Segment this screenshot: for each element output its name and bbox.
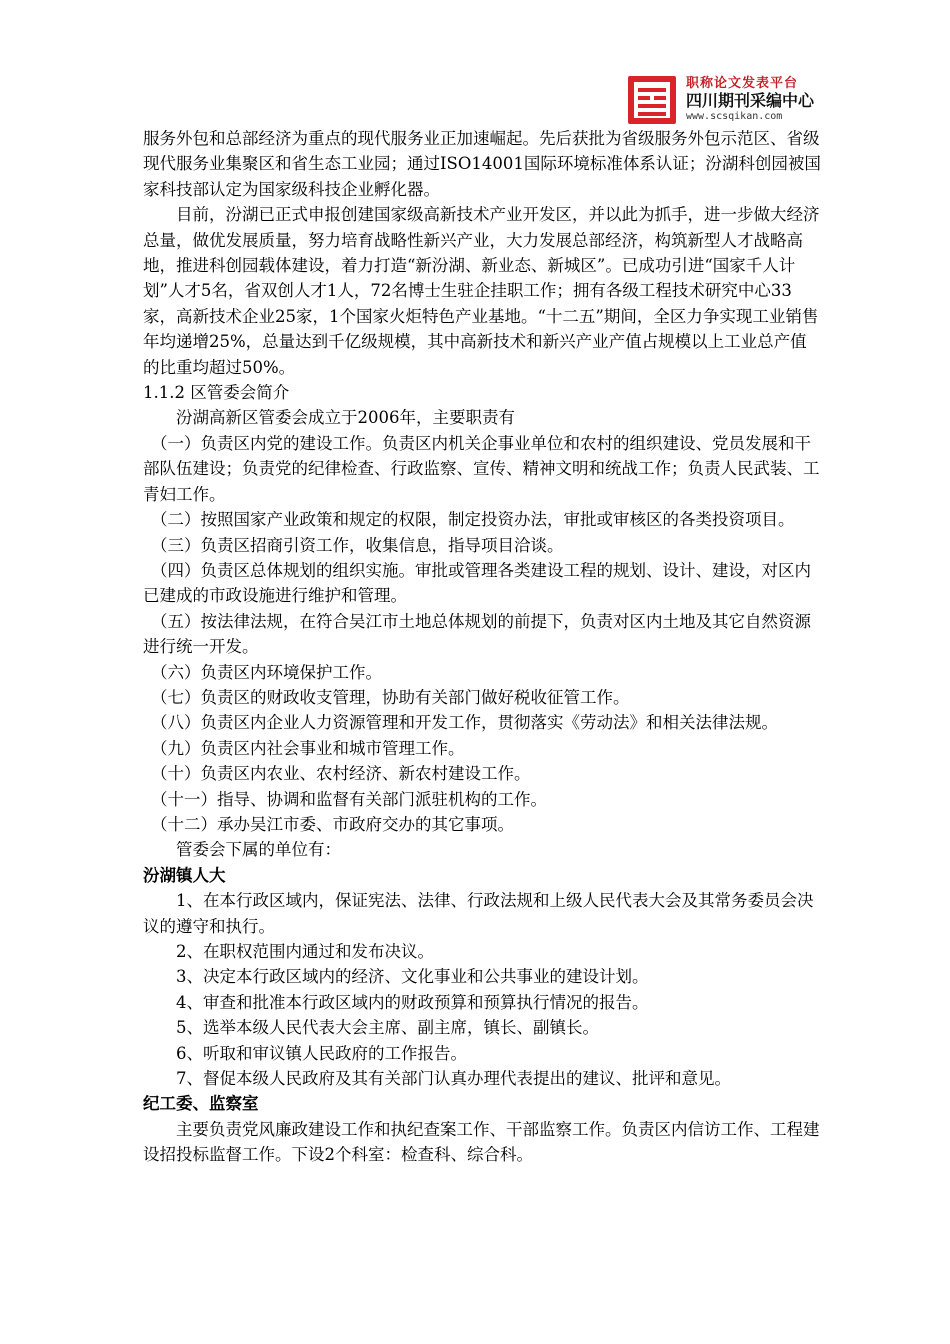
subheading-discipline-committee: 纪工委、监察室: [143, 1094, 259, 1114]
duty-item-2: （二）按照国家产业政策和规定的权限，制定投资办法，审批或审核区的各类投资项目。: [151, 510, 795, 530]
congress-item-5: 5、选举本级人民代表大会主席、副主席，镇长、副镇长。: [176, 1018, 599, 1038]
duty-item-8: （八）负责区内企业人力资源管理和开发工作，贯彻落实《劳动法》和相关法律法规。: [151, 713, 778, 733]
duty-item-12: （十二）承办吴江市委、市政府交办的其它事项。: [151, 814, 514, 834]
logo-url: www.scsqikan.com: [686, 111, 783, 122]
duty-item-5: （五）按法律法规，在符合吴江市土地总体规划的前提下，负责对区内土地及其它自然资源进行统一开发。: [143, 611, 811, 657]
duty-item-11: （十一）指导、协调和监督有关部门派驻机构的工作。: [151, 789, 547, 809]
paragraph-subunits-intro: 管委会下属的单位有：: [176, 840, 341, 860]
duty-item-3: （三）负责区招商引资工作，收集信息，指导项目洽谈。: [151, 535, 564, 555]
congress-item-3: 3、决定本行政区域内的经济、文化事业和公共事业的建设计划。: [176, 967, 649, 987]
paragraph-duties-intro: 汾湖高新区管委会成立于2006年，主要职责有: [176, 408, 515, 428]
congress-item-2: 2、在职权范围内通过和发布决议。: [176, 942, 434, 961]
duty-item-9: （九）负责区内社会事业和城市管理工作。: [151, 738, 465, 758]
congress-item-1: 1、在本行政区域内，保证宪法、法律、行政法规和上级人民代表大会及其常务委员会决议的遵守和执行。: [143, 891, 814, 936]
congress-item-4: 4、审查和批准本行政区域内的财政预算和预算执行情况的报告。: [176, 992, 649, 1012]
duty-item-1: （一）负责区内党的建设工作。负责区内机关企事业单位和农村的组织建设、党员发展和干部队伍建设；负责党的纪律检查、行政监察、宣传、精神文明和统战工作；负责人民武装、工青妇工作。: [143, 433, 820, 504]
logo-tagline: 职称论文发表平台: [686, 76, 799, 91]
paragraph-intro-continued: 服务外包和总部经济为重点的现代服务业正加速崛起。先后获批为省级服务外包示范区、省级现代服务业集聚区和省生态工业园；通过ISO14001国际环境标准体系认证；汾湖科创园被国家科技部认定为国家级科技企业孵化器。: [143, 129, 821, 199]
newspaper-icon: [628, 76, 676, 124]
section-heading: 1.1.2 区管委会简介: [143, 383, 290, 403]
subheading-town-congress: 汾湖镇人大: [143, 865, 226, 885]
congress-item-7: 7、督促本级人民政府及其有关部门认真办理代表提出的建议、批评和意见。: [176, 1069, 731, 1089]
duty-item-6: （六）负责区内环境保护工作。: [151, 662, 382, 682]
paragraph-current-status: 目前，汾湖已正式申报创建国家级高新技术产业开发区，并以此为抓手，进一步做大经济总量，做优发展质量，努力培育战略性新兴产业，大力发展总部经济，构筑新型人才战略高地，推进科创园载体建设，着力打造“新汾湖、新业态、新城区”。已成功引进“国家千人计划”人才5名，省双创人才1人，72名博士生驻企挂职工作；拥有各级工程技术研究中心33家，高新技术企业25家，1个国家火炬特色产业基地。“十二五”期间，全区力争实现工业销售年均递增25%，总量达到千亿级规模，其中高新技术和新兴产业产值占规模以上工业总产值的比重均超过50%。: [143, 205, 820, 377]
logo-name: 四川期刊采编中心: [686, 91, 815, 110]
duty-item-7: （七）负责区的财政收支管理，协助有关部门做好税收征管工作。: [151, 687, 630, 707]
congress-item-6: 6、听取和审议镇人民政府的工作报告。: [176, 1043, 467, 1063]
publisher-logo: [628, 72, 818, 128]
duty-item-10: （十）负责区内农业、农村经济、新农村建设工作。: [151, 764, 531, 784]
paragraph-discipline-duties: 主要负责党风廉政建设工作和执纪查案工作、干部监察工作。负责区内信访工作、工程建设招投标监督工作。下设2个科室：检查科、综合科。: [143, 1119, 820, 1165]
document-body: [143, 126, 823, 1168]
duty-item-4: （四）负责区总体规划的组织实施。审批或管理各类建设工程的规划、设计、建设，对区内已建成的市政设施进行维护和管理。: [143, 560, 811, 606]
